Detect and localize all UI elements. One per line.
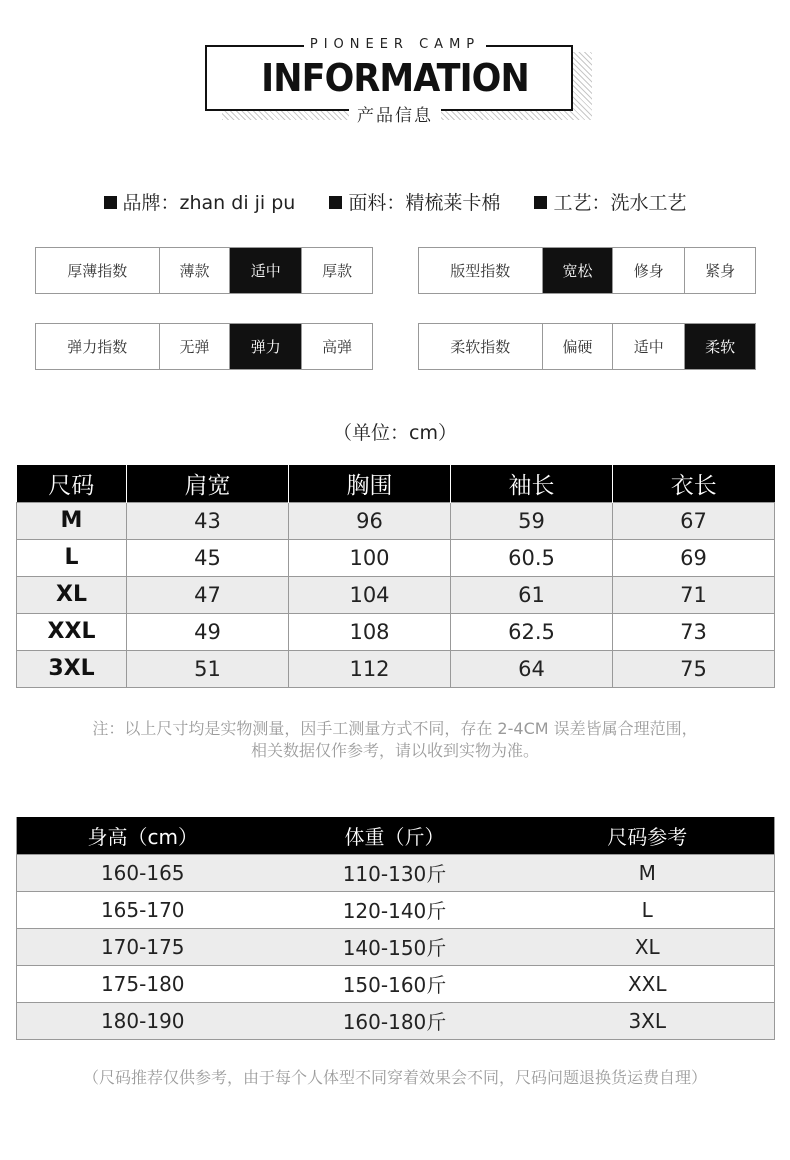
column-header: 衣长 [613,465,775,502]
table-cell: 170-175 [17,928,269,965]
table-cell: L [521,891,775,928]
header-title: INFORMATION [261,56,529,100]
fit-index [418,247,756,294]
size-cell: 3XL [17,650,127,687]
index-option: 紧身 [684,248,755,293]
square-bullet-icon [534,196,547,209]
table-cell: 165-170 [17,891,269,928]
table-cell: 112 [289,650,451,687]
square-bullet-icon [104,196,117,209]
table-cell: 51 [127,650,289,687]
square-bullet-icon [329,196,342,209]
table-cell: 43 [127,502,289,539]
table-cell: 45 [127,539,289,576]
table-cell: 71 [613,576,775,613]
index-option: 偏硬 [542,324,613,369]
table-cell: 160-180斤 [269,1002,521,1039]
table-cell: 100 [289,539,451,576]
index-label: 厚薄指数 [67,262,128,280]
table-cell: 61 [451,576,613,613]
table-row [17,576,775,613]
size-table [16,465,775,688]
table-cell: 96 [289,502,451,539]
size-cell: XL [17,576,127,613]
table-cell: 150-160斤 [269,965,521,1002]
table-cell: 62.5 [451,613,613,650]
size-cell: M [17,502,127,539]
table-cell: 73 [613,613,775,650]
table-cell: 180-190 [17,1002,269,1039]
note-line: 注：以上尺寸均是实物测量，因手工测量方式不同，存在 2-4CM 误差皆属合理范围， [92,719,698,738]
table-cell: 67 [613,502,775,539]
index-option: 无弹 [159,324,230,369]
index-option: 厚款 [301,248,372,293]
note-line: 相关数据仅作参考，请以收到实物为准。 [250,741,539,760]
index-option-selected: 柔软 [684,324,755,369]
index-option: 薄款 [159,248,230,293]
column-header: 胸围 [289,465,451,502]
softness-index [418,323,756,370]
table-row [17,854,775,891]
table-cell: 120-140斤 [269,891,521,928]
ref-table-header [17,817,775,854]
index-option: 高弹 [301,324,372,369]
size-cell: XXL [17,613,127,650]
table-cell: 59 [451,502,613,539]
product-info-line [0,188,790,215]
size-table-header [17,465,775,502]
column-header: 尺码参考 [521,817,775,854]
table-cell: 60.5 [451,539,613,576]
table-row [17,1002,775,1039]
table-cell: 64 [451,650,613,687]
table-row [17,650,775,687]
column-header: 袖长 [451,465,613,502]
table-cell: 69 [613,539,775,576]
info-fabric: 面料：精梳莱卡棉 [329,188,500,215]
info-brand: 品牌：zhan di ji pu [104,188,296,215]
index-option: 修身 [612,248,684,293]
index-option-selected: 适中 [229,248,301,293]
size-recommendation-footnote: （尺码推荐仅供参考，由于每个人体型不同穿着效果会不同，尺码问题退换货运费自理） [82,1068,707,1087]
thickness-index [35,247,373,294]
table-cell: 160-165 [17,854,269,891]
table-cell: 140-150斤 [269,928,521,965]
table-row [17,613,775,650]
column-header: 身高（cm） [17,817,269,854]
table-row [17,965,775,1002]
index-label: 柔软指数 [450,338,511,356]
table-cell: M [521,854,775,891]
index-option-selected: 弹力 [229,324,301,369]
column-header: 肩宽 [127,465,289,502]
table-cell: 49 [127,613,289,650]
header-cn-title: 产品信息 [0,101,790,126]
table-cell: 175-180 [17,965,269,1002]
table-cell: 104 [289,576,451,613]
info-craft: 工艺：洗水工艺 [534,188,686,215]
table-cell: 110-130斤 [269,854,521,891]
unit-label: （单位：cm） [333,422,457,444]
header-subtitle: PIONEER CAMP [0,37,790,52]
table-cell: XL [521,928,775,965]
index-label: 版型指数 [450,262,511,280]
column-header: 尺码 [17,465,127,502]
table-row [17,539,775,576]
table-row [17,928,775,965]
measurement-note [0,718,790,762]
table-cell: 47 [127,576,289,613]
column-header: 体重（斤） [269,817,521,854]
index-label: 弹力指数 [67,338,128,356]
table-cell: 108 [289,613,451,650]
index-option: 适中 [612,324,684,369]
table-cell: 3XL [521,1002,775,1039]
table-cell: 75 [613,650,775,687]
size-cell: L [17,539,127,576]
table-cell: XXL [521,965,775,1002]
elasticity-index [35,323,373,370]
table-row [17,891,775,928]
table-row [17,502,775,539]
index-option-selected: 宽松 [542,248,613,293]
size-reference-table [16,817,775,1040]
